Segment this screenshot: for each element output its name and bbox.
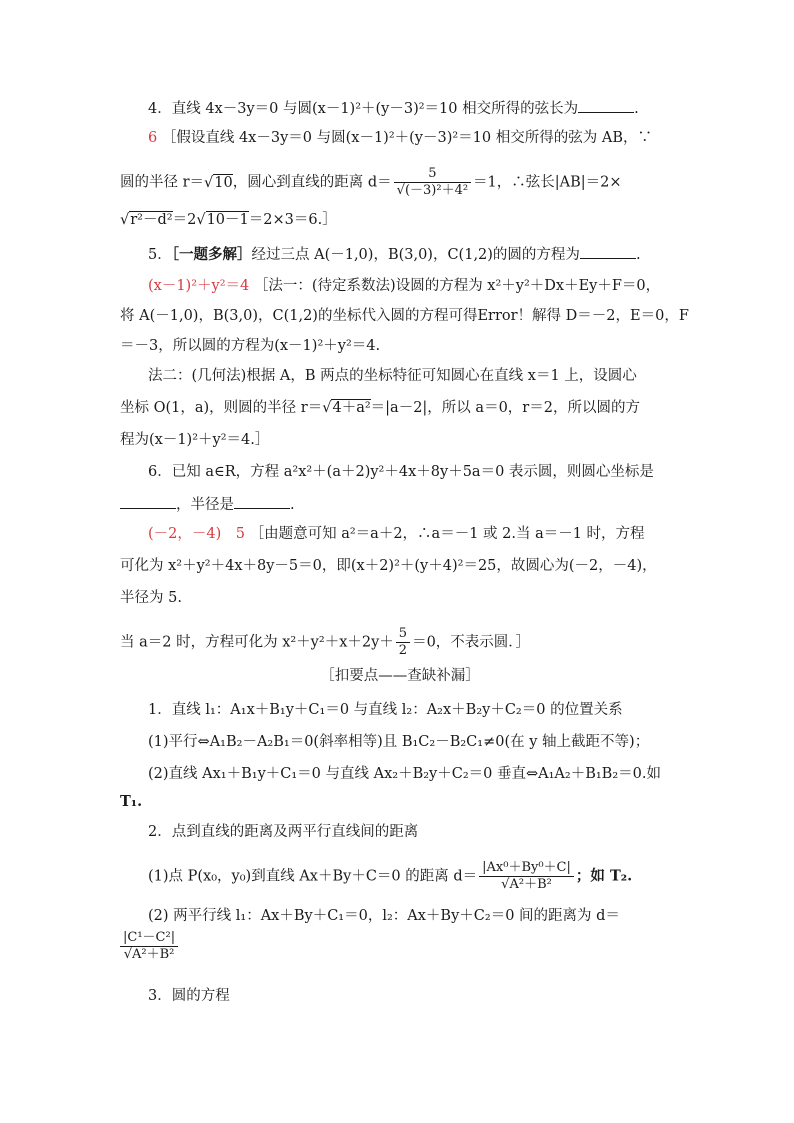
problem-5-method2-line3: 程为(x－1)²＋y²＝4.］ (120, 432, 270, 448)
key-point-1-ref: T₁. (120, 793, 143, 810)
key-point-1-b: (2)直线 Ax₁＋B₁y＋C₁＝0 与直线 Ax₂＋B₂y＋C₂＝0 垂直⇔A₁A₂＋B₁B₂＝0.如 (148, 766, 661, 782)
key-point-2-title: 2．点到直线的距离及两平行直线间的距离 (148, 824, 419, 840)
answer-text: (－2，－4) 5 (148, 526, 245, 542)
problem-6-solution-line4: 当 a＝2 时，方程可化为 x²＋y²＋x＋2y＋ $\frac{5}{2}$ ＝0，不表示圆．］ (120, 626, 531, 658)
answer-blank (578, 98, 634, 113)
problem-4-solution-line2: 圆的半径 r＝√ 10，圆心到直线的距离 d＝ 5 √ (－3)²＋4² ＝1，∴弦长|AB|＝2× (120, 166, 680, 199)
problem-5-method2-line2: 坐标 O(1，a)，则圆的半径 r＝√ 4＋a²＝|a－2|，所以 a＝0，r＝2，所以圆的方 (120, 398, 680, 418)
problem-5-question: 5．［一题多解］经过三点 A(－1,0)，B(3,0)，C(1,2)的圆的方程为 . (148, 246, 641, 263)
problem-4-solution-line3: √ r²－d²＝2√ 10－1＝2×3＝6.］ (120, 210, 680, 230)
key-point-2-b-fraction: |C¹－C²| √ A²＋B² (120, 930, 680, 963)
distance-fraction: 5 √ (－3)²＋4² (394, 166, 471, 199)
sqrt-symbol (204, 175, 213, 191)
key-point-3-title: 3．圆的方程 (148, 988, 230, 1004)
key-point-2-a: (1)点 P(x₀，y₀)到直线 Ax＋By＋C＝0 的距离 d＝ |Ax⁰＋By⁰＋C| √ A²＋B² ；如 T₂. (148, 860, 680, 893)
problem-6-solution-line3: 半径为 5. (120, 590, 182, 606)
problem-5-method2-line1: 法二：(几何法)根据 A，B 两点的坐标特征可知圆心在直线 x＝1 上，设圆心 (148, 368, 637, 384)
problem-5-solution-line2: 将 A(－1,0)，B(3,0)，C(1,2)的坐标代入圆的方程可得Error！解得 D＝－2，E＝0，F (120, 308, 689, 324)
multi-solution-tag: ［一题多解］ (171, 246, 252, 263)
key-point-1-title: 1．直线 l₁：A₁x＋B₁y＋C₁＝0 与直线 l₂：A₂x＋B₂y＋C₂＝0 的位置关系 (148, 702, 623, 718)
answer-blank (120, 494, 176, 509)
problem-6-question-line2: ，半径是 . (120, 494, 680, 515)
problem-6-question-line1: 6．已知 a∈R，方程 a²x²＋(a＋2)y²＋4x＋8y＋5a＝0 表示圆，则圆心坐标是 (148, 464, 654, 480)
answer-blank (234, 494, 290, 509)
fraction: $\frac{5}{2}$ (396, 626, 410, 659)
key-point-1-a: (1)平行⇔A₁B₂－A₂B₁＝0(斜率相等)且 B₁C₂－B₂C₁≠0(在 y 轴上截距不等)； (148, 734, 650, 750)
answer-blank (580, 244, 636, 259)
problem-5-solution-line3: ＝－3，所以圆的方程为(x－1)²＋y²＝4. (120, 338, 381, 354)
answer-text: (x－1)²＋y²＝4 (148, 278, 250, 294)
problem-6-solution-line2: 可化为 x²＋y²＋4x＋8y－5＝0，即(x＋2)²＋(y＋4)²＝25，故圆心为(－2，－4)， (120, 558, 657, 574)
key-point-2-b: (2) 两平行线 l₁：Ax＋By＋C₁＝0，l₂：Ax＋By＋C₂＝0 间的距离为 d＝ (148, 908, 620, 924)
point-line-distance-fraction: |Ax⁰＋By⁰＋C| √ A²＋B² (479, 860, 574, 893)
section-heading: ［扣要点——查缺补漏］ (320, 668, 480, 684)
problem-6-solution-line1: (－2，－4) 5 ［由题意可知 a²＝a＋2，∴a＝－1 或 2.当 a＝－1 时，方程 (148, 526, 645, 542)
answer-text: 6 (148, 130, 158, 146)
problem-4-question: 4．直线 4x－3y＝0 与圆(x－1)²＋(y－3)²＝10 相交所得的弦长为 . (148, 98, 680, 119)
problem-5-solution-line1: (x－1)²＋y²＝4 ［法一：(待定系数法)设圆的方程为 x²＋y²＋Dx＋Ey＋F＝0， (148, 278, 661, 294)
problem-4-solution-line1: 6 ［假设直线 4x－3y＝0 与圆(x－1)²＋(y－3)²＝10 相交所得的弦为 AB，∵ (148, 130, 652, 146)
